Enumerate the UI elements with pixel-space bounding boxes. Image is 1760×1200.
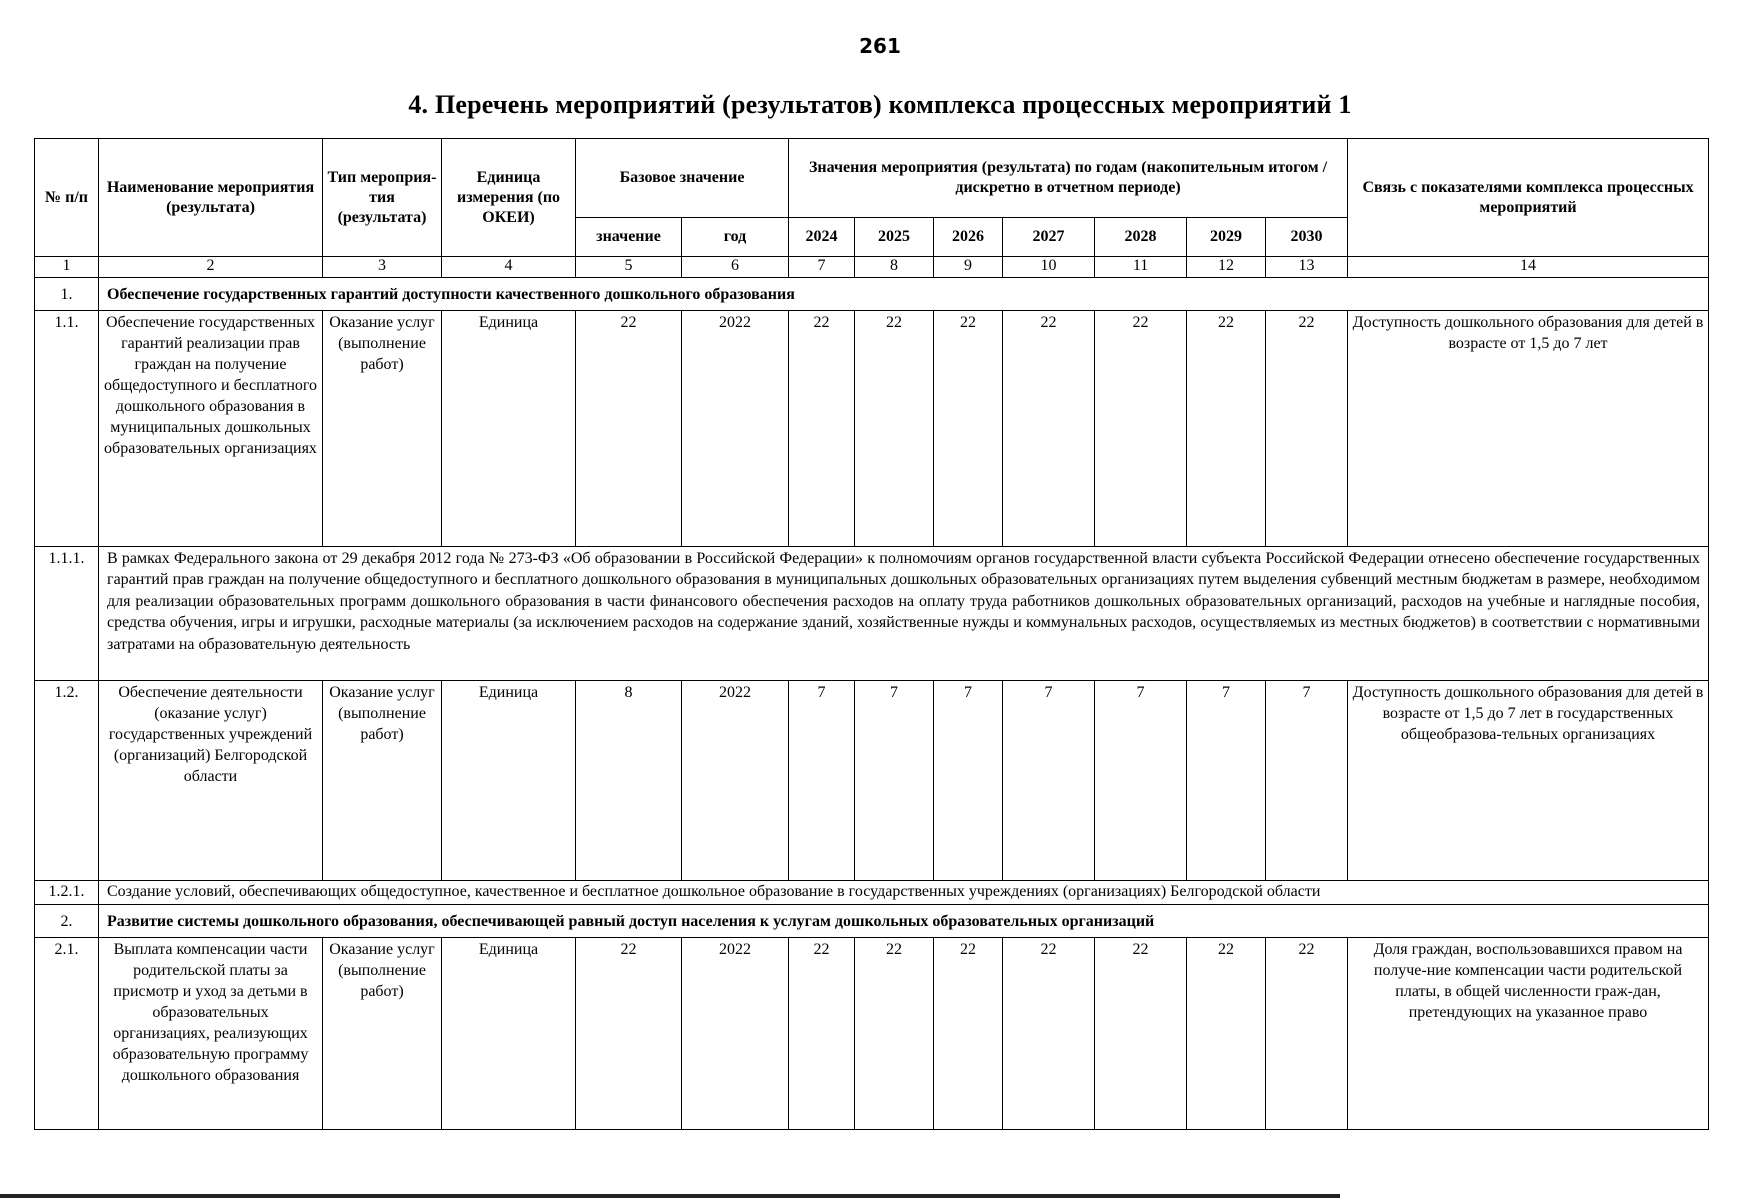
header-type: Тип мероприя-тия (результата): [323, 139, 442, 257]
column-number: 4: [442, 257, 576, 278]
year-value: 22: [1187, 938, 1266, 1130]
row-num: 1.2.: [35, 681, 99, 881]
row-num: 1.2.1.: [35, 881, 99, 905]
header-values: Значения мероприятия (результата) по годам (накопительным итогом / дискретно в отчетном периоде): [789, 139, 1348, 218]
year-value: 22: [1095, 938, 1187, 1130]
year-value: 7: [1266, 681, 1348, 881]
header-unit: Единица измерения (по ОКЕИ): [442, 139, 576, 257]
table-row: [35, 938, 1709, 1130]
year-value: 22: [1095, 311, 1187, 547]
event-unit: Единица: [442, 681, 576, 881]
base-value: 8: [576, 681, 682, 881]
column-number: 8: [855, 257, 934, 278]
row-num: 2.: [35, 905, 99, 938]
header-year: 2030: [1266, 218, 1348, 257]
base-value: 22: [576, 938, 682, 1130]
column-number: 11: [1095, 257, 1187, 278]
base-year: 2022: [682, 311, 789, 547]
base-year: 2022: [682, 681, 789, 881]
year-value: 22: [855, 938, 934, 1130]
year-value: 22: [789, 938, 855, 1130]
year-value: 22: [1003, 938, 1095, 1130]
header-base-value: значение: [576, 218, 682, 257]
section-title: Развитие системы дошкольного образования, обеспечивающей равный доступ населения к услугам дошкольных образовательных организаций: [99, 905, 1709, 938]
year-value: 22: [855, 311, 934, 547]
column-number: 6: [682, 257, 789, 278]
column-number: 3: [323, 257, 442, 278]
column-number: 7: [789, 257, 855, 278]
header-year: 2026: [934, 218, 1003, 257]
column-number: 14: [1348, 257, 1709, 278]
year-value: 7: [855, 681, 934, 881]
year-value: 22: [789, 311, 855, 547]
year-value: 7: [1095, 681, 1187, 881]
indicator-link: Доля граждан, воспользовавшихся правом на получе-ние компенсации части родительской платы, в общей численности граж-дан, претендующих на указанное право: [1348, 938, 1709, 1130]
event-name: Обеспечение деятельности (оказание услуг) государственных учреждений (организаций) Белгородской области: [99, 681, 323, 881]
column-number: 9: [934, 257, 1003, 278]
indicator-link: Доступность дошкольного образования для детей в возрасте от 1,5 до 7 лет: [1348, 311, 1709, 547]
year-value: 7: [1187, 681, 1266, 881]
section-row: [35, 905, 1709, 938]
event-name: Обеспечение государственных гарантий реализации прав граждан на получение общедоступного и бесплатного дошкольного образования в муниципальных дошкольных образовательных организациях: [99, 311, 323, 547]
event-type: Оказание услуг (выполнение работ): [323, 681, 442, 881]
page-title: 4. Перечень мероприятий (результатов) комплекса процессных мероприятий 1: [408, 90, 1352, 119]
year-value: 22: [1003, 311, 1095, 547]
table-row: [35, 681, 1709, 881]
header-year: 2028: [1095, 218, 1187, 257]
base-year: 2022: [682, 938, 789, 1130]
year-value: 7: [934, 681, 1003, 881]
row-num: 1.1.1.: [35, 547, 99, 681]
events-table: [34, 138, 1709, 1130]
event-unit: Единица: [442, 311, 576, 547]
header-link: Связь с показателями комплекса процессных мероприятий: [1348, 139, 1709, 257]
row-num: 1.1.: [35, 311, 99, 547]
row-num: 1.: [35, 278, 99, 311]
section-title: Обеспечение государственных гарантий доступности качественного дошкольного образования: [99, 278, 1709, 311]
header-base: Базовое значение: [576, 139, 789, 218]
column-number: 2: [99, 257, 323, 278]
header-year: 2024: [789, 218, 855, 257]
header-base-year: год: [682, 218, 789, 257]
column-number: 10: [1003, 257, 1095, 278]
header-year: 2027: [1003, 218, 1095, 257]
column-number: 5: [576, 257, 682, 278]
description-row: [35, 547, 1709, 681]
header-row-1: [35, 139, 1709, 218]
header-year: 2025: [855, 218, 934, 257]
base-value: 22: [576, 311, 682, 547]
column-number-row: [35, 257, 1709, 278]
row-num: 2.1.: [35, 938, 99, 1130]
header-num: № п/п: [35, 139, 99, 257]
event-type: Оказание услуг (выполнение работ): [323, 938, 442, 1130]
year-value: 22: [1187, 311, 1266, 547]
year-value: 22: [1266, 938, 1348, 1130]
description-text: В рамках Федерального закона от 29 декабря 2012 года № 273-ФЗ «Об образовании в Российской Федерации» к полномочиям органов государственной власти субъекта Российской Федерации отнесено обеспечение государственных гарантий прав граждан на получение общедоступного и бесплатного дошкольного образования в муниципальных дошкольных образовательных организациях путем выделения субвенций местным бюджетам в размере, необходимом для реализации образовательных программ дошкольного образования в части финансового обеспечения расходов на оплату труда работников дошкольных образовательных организаций, расходов на учебные и наглядные пособия, средства обучения, игры и игрушки, расходные материалы (за исключением расходов на содержание зданий, хозяйственные нужды и коммунальных расходов, осуществляемых из местных бюджетов) в соответствии с нормативными затратами на образовательную деятельность: [99, 547, 1709, 681]
indicator-link: Доступность дошкольного образования для детей в возрасте от 1,5 до 7 лет в государственных общеобразова-тельных организациях: [1348, 681, 1709, 881]
column-number: 1: [35, 257, 99, 278]
header-name: Наименование мероприятия (результата): [99, 139, 323, 257]
year-value: 22: [934, 938, 1003, 1130]
page-number: 261: [859, 34, 901, 58]
year-value: 7: [789, 681, 855, 881]
table-row: [35, 311, 1709, 547]
column-number: 12: [1187, 257, 1266, 278]
event-name: Выплата компенсации части родительской платы за присмотр и уход за детьми в образовательных организациях, реализующих образовательную программу дошкольного образования: [99, 938, 323, 1130]
year-value: 22: [934, 311, 1003, 547]
column-number: 13: [1266, 257, 1348, 278]
description-row: [35, 881, 1709, 905]
event-type: Оказание услуг (выполнение работ): [323, 311, 442, 547]
header-year: 2029: [1187, 218, 1266, 257]
year-value: 7: [1003, 681, 1095, 881]
year-value: 22: [1266, 311, 1348, 547]
section-row: [35, 278, 1709, 311]
bottom-scan-line: [0, 1194, 1340, 1198]
description-text: Создание условий, обеспечивающих общедоступное, качественное и бесплатное дошкольное образование в государственных учреждениях (организациях) Белгородской области: [99, 881, 1709, 905]
event-unit: Единица: [442, 938, 576, 1130]
